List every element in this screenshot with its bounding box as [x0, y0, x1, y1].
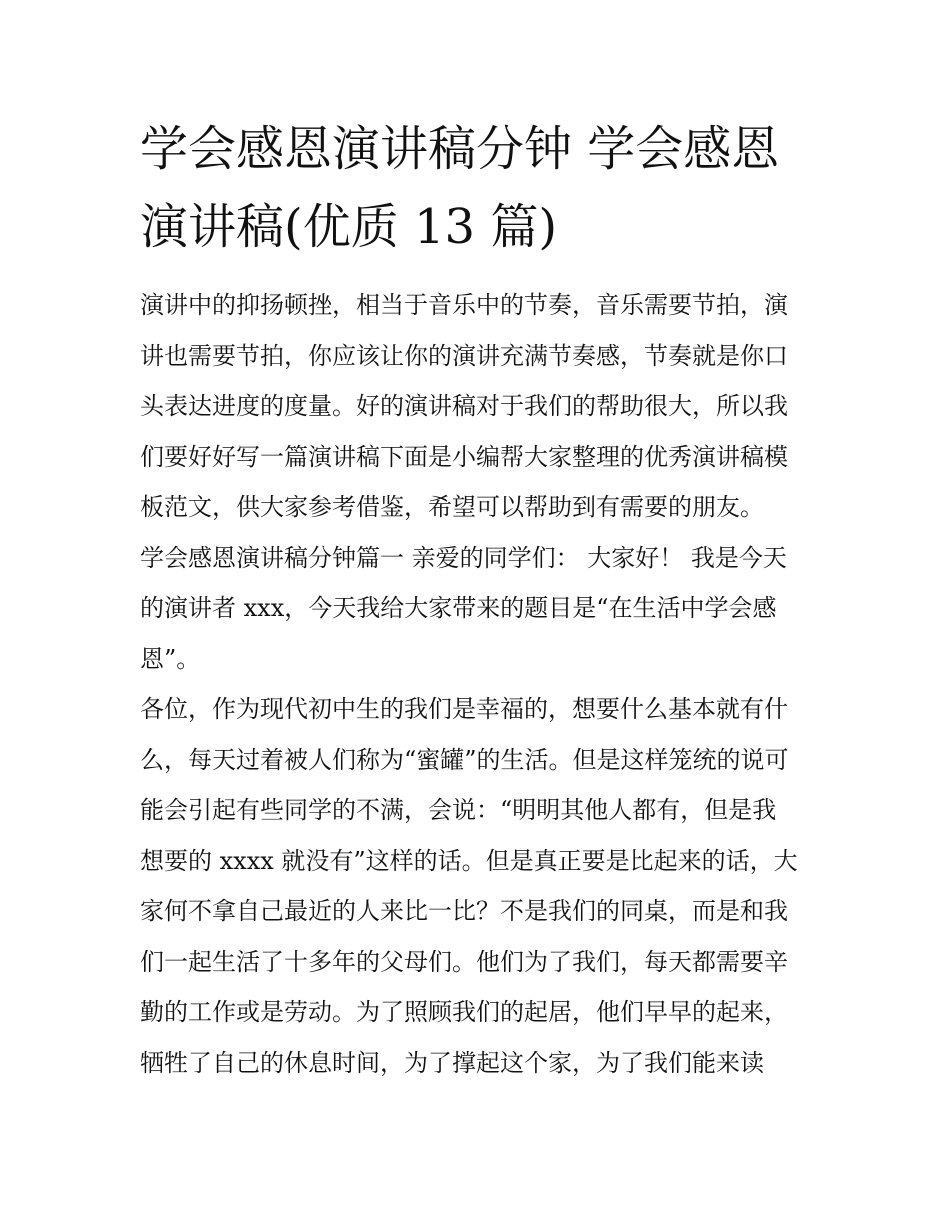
document-content — [140, 110, 810, 1088]
body-line: 牺牲了自己的休息时间，为了撑起这个家，为了我们能来读 — [140, 1048, 764, 1077]
body-line: 学会感恩演讲稿分钟篇一 亲爱的同学们： 大家好！ 我是今天 — [140, 543, 787, 572]
document-body — [140, 280, 810, 1088]
body-line: 讲也需要节拍，你应该让你的演讲充满节奏感，节奏就是你口 — [140, 341, 788, 370]
body-line: 演讲中的抑扬顿挫，相当于音乐中的节奏，音乐需要节拍，演 — [140, 291, 788, 319]
document-title — [140, 110, 810, 266]
body-line: 们要好好写一篇演讲稿下面是小编帮大家整理的优秀演讲稿模 — [140, 442, 788, 471]
body-line: 们一起生活了十多年的父母们。他们为了我们，每天都需要辛 — [140, 947, 788, 976]
body-line: 勤的工作或是劳动。为了照顾我们的起居，他们早早的起来， — [140, 998, 788, 1026]
body-line: 板范文，供大家参考借鉴，希望可以帮助到有需要的朋友。 — [140, 493, 764, 521]
body-line: 恩”。 — [140, 644, 201, 673]
body-line: 想要的 xxxx 就没有”这样的话。但是真正要是比起来的话，大 — [140, 846, 798, 875]
body-line: 的演讲者 xxx，今天我给大家带来的题目是“在生活中学会感 — [140, 594, 777, 622]
body-line: 家何不拿自己最近的人来比一比？不是我们的同桌，而是和我 — [140, 897, 788, 925]
title-line: 演讲稿(优质 13 篇) — [140, 199, 558, 255]
body-line: 能会引起有些同学的不满，会说：“明明其他人都有，但是我 — [140, 796, 777, 824]
body-line: 各位，作为现代初中生的我们是幸福的，想要什么基本就有什 — [140, 695, 788, 723]
body-line: 么，每天过着被人们称为“蜜罐”的生活。但是这样笼统的说可 — [140, 745, 789, 774]
body-line: 头表达进度的度量。好的演讲稿对于我们的帮助很大，所以我 — [140, 392, 788, 420]
title-line: 学会感恩演讲稿分钟 学会感恩 — [140, 121, 780, 177]
